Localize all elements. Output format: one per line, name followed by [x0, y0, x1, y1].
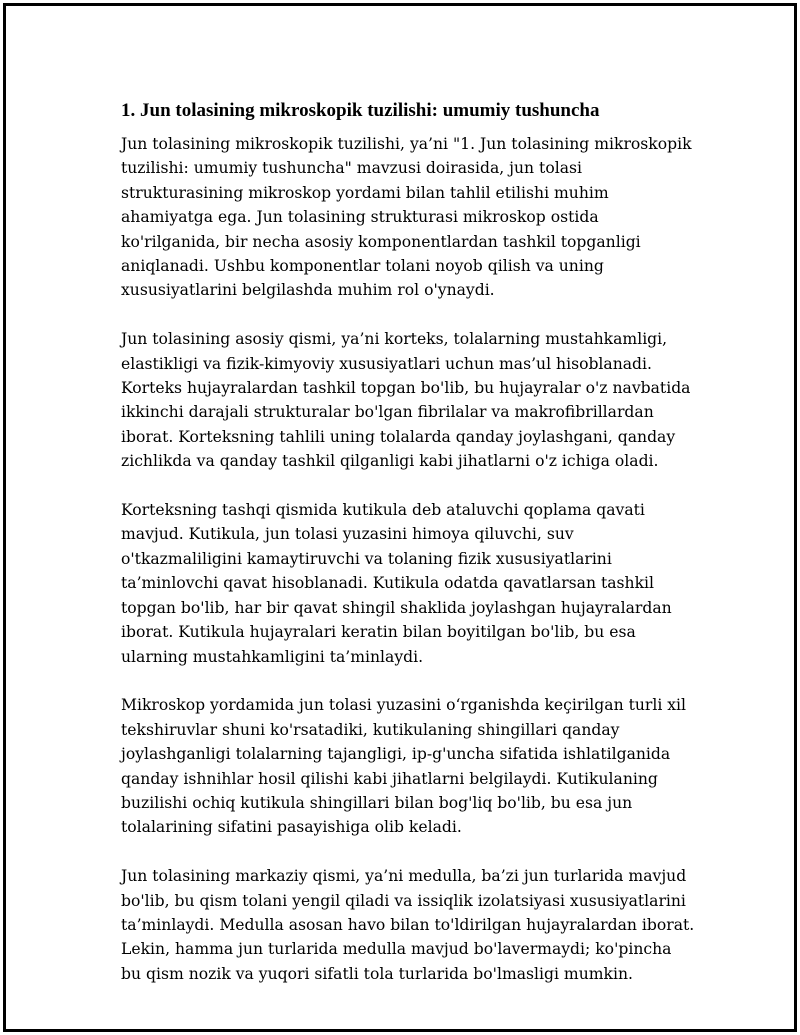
paragraph-medulla: Jun tolasining markaziy qismi, ya’ni medulla, ba’zi jun turlarida mavjud bo'lib, bu qism tolani yengil qiladi va issiqlik izolatsiyasi xususiyatlarini ta’minlaydi. Medulla asosan havo bilan to'ldirilgan hujayralardan iborat. Lekin, hamma jun turlarida medulla mavjud bo'lavermaydi; ko'pincha bu qism nozik va yuqori sifatli tola turlarida bo'lmasligi mumkin. [121, 867, 695, 983]
page-frame [3, 3, 797, 1032]
paragraph-microscopy: Mikroskop yordamida jun tolasi yuzasini o‘rganishda keçirilgan turli xil tekshiruvlar shuni ko'rsatadiki, kutikulaning shingillari qanday joylashganligi tolalarning tajangligi, ip-g'uncha sifatida ishlatilganida qanday ishnihlar hosil qilishi kabi jihatlarni belgilaydi. Kutikulaning buzilishi ochiq kutikula shingillari bilan bog'liq bo'lib, bu esa jun tolalarining sifatini pasayishiga olib keladi. [121, 696, 687, 837]
paragraph-cortex: Jun tolasining asosiy qismi, ya’ni korteks, tolalarning mustahkamligi, elastikligi va fizik-kimyoviy xususiyatlari uchun mas’ul hisoblanadi. Korteks hujayralardan tashkil topgan bo'lib, bu hujayralar o'z navbatida ikkinchi darajali strukturalar bo'lgan fibrilalar va makrofibrillardan iborat. Korteksning tahlili uning tolalarda qanday joylashgani, qanday zichlikda va qanday tashkil qilganligi kabi jihatlarni o'z ichiga oladi. [121, 330, 691, 471]
page-title: 1. Jun tolasining mikroskopik tuzilishi: umumiy tushuncha [121, 100, 600, 121]
paragraph-intro: Jun tolasining mikroskopik tuzilishi, ya’ni "1. Jun tolasining mikroskopik tuzilishi: umumiy tushuncha" mavzusi doirasida, jun tolasi strukturasining mikroskop yordami bilan tahlil etilishi muhim ahamiyatga ega. Jun tolasining strukturasi mikroskop ostida ko'rilganida, bir necha asosiy komponentlardan tashkil topganligi aniqlanadi. Ushbu komponentlar tolani noyob qilish va uning xususiyatlarini belgilashda muhim rol o'ynaydi. [121, 135, 692, 300]
paragraph-cuticle: Korteksning tashqi qismida kutikula deb ataluvchi qoplama qavati mavjud. Kutikula, jun tolasi yuzasini himoya qiluvchi, suv o'tkazmaliligini kamaytiruvchi va tolaning fizik xususiyatlarini ta’minlovchi qavat hisoblanadi. Kutikula odatda qavatlarsan tashkil topgan bo'lib, har bir qavat shingil shaklida joylashgan hujayralardan iborat. Kutikula hujayralari keratin bilan boyitilgan bo'lib, bu esa ularning mustahkamligini ta’minlaydi. [121, 501, 672, 666]
document-body [121, 98, 696, 1011]
